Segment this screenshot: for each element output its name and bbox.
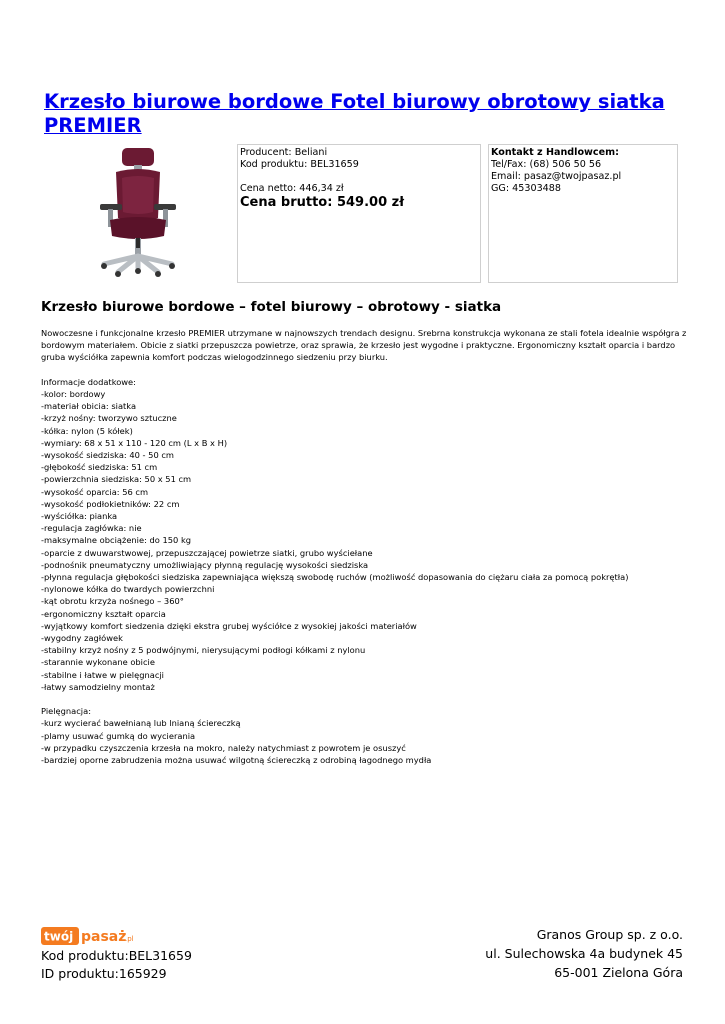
care-item: -plamy usuwać gumką do wycierania xyxy=(41,730,196,741)
footer-company: Granos Group sp. z o.o. xyxy=(536,927,683,942)
detail-item: -wysokość podłokietników: 22 cm xyxy=(41,498,180,509)
footer-product-code: Kod produktu:BEL31659 xyxy=(41,948,192,963)
detail-item: -wysokość siedziska: 40 - 50 cm xyxy=(41,450,175,461)
detail-item: -wygodny zagłówek xyxy=(41,633,123,644)
contact-box xyxy=(488,144,678,283)
svg-text:.pl: .pl xyxy=(125,935,134,943)
detail-item: -regulacja zagłówka: nie xyxy=(41,523,142,534)
care-item: -w przypadku czyszczenia krzesła na mokro, należy natychmiast z powrotem je osuszyć xyxy=(41,742,406,753)
detail-item: -wymiary: 68 x 51 x 110 - 120 cm (L x B x H) xyxy=(41,437,228,448)
detail-item: -stabilny krzyż nośny z 5 podwójnymi, nierysującymi podłogi kółkami z nylonu xyxy=(41,645,366,656)
product-info-box xyxy=(237,144,481,283)
footer-address: ul. Sulechowska 4a budynek 45 xyxy=(485,946,683,961)
detail-item: -stabilne i łatwe w pielęgnacji xyxy=(41,669,164,680)
detail-item: -nylonowe kółka do twardych powierzchni xyxy=(41,584,215,595)
detail-item: -starannie wykonane obicie xyxy=(41,657,155,668)
gross-price-text: Cena brutto: 549.00 zł xyxy=(240,195,405,210)
detail-item: -kąt obrotu krzyża nośnego – 360° xyxy=(41,596,184,607)
detail-item: -głębokość siedziska: 51 cm xyxy=(41,462,158,473)
care-list xyxy=(41,717,691,766)
product-title-link[interactable]: Krzesło biurowe bordowe Fotel biurowy obrotowy siatka PREMIER xyxy=(44,90,665,137)
detail-item: -kolor: bordowy xyxy=(41,389,106,399)
contact-heading: Kontakt z Handlowcem: xyxy=(491,147,619,158)
detail-item: -wyjątkowy komfort siedzenia dzięki ekstra grubej wyściółce z wysokiej jakości materiałów xyxy=(41,620,417,631)
detail-item: -oparcie z dwuwarstwowej, przepuszczającej powietrze siatki, grubo wyściełane xyxy=(41,547,373,558)
detail-item: -maksymalne obciążenie: do 150 kg xyxy=(41,535,192,546)
product-chair-image xyxy=(92,146,182,278)
producer-text: Producent: Beliani xyxy=(240,147,328,158)
footer-company-address xyxy=(485,925,683,982)
contact-gg: GG: 45303488 xyxy=(491,183,561,194)
description-intro: Nowoczesne i funkcjonalne krzesło PREMIER utrzymane w najnowszych trendach designu. Srebrna konstrukcja wykonana ze stali fotela idealnie współgra z bordowym materiałem. Obicie z siatki przepuszcza powietrze, oraz sprawia, że krzesło jest wygodne i praktyczne. Ergonomiczny kształt oparcia i bardzo gruba wyściółka zapewnia komfort podczas wielogodzinnego siedzeniu przy biurku. xyxy=(41,328,687,363)
svg-text:pasaż: pasaż xyxy=(81,929,127,945)
product-description xyxy=(41,327,691,766)
detail-item: -materiał obicia: siatka xyxy=(41,401,137,412)
description-heading: Krzesło biurowe bordowe – fotel biurowy – obrotowy - siatka xyxy=(41,299,502,315)
contact-email[interactable]: Email: pasaz@twojpasaz.pl xyxy=(491,171,622,182)
svg-text:twój: twój xyxy=(44,929,74,944)
footer-product-id: ID produktu:165929 xyxy=(41,966,167,981)
detail-item: -łatwy samodzielny montaż xyxy=(41,681,155,692)
footer-city: 65-001 Zielona Góra xyxy=(554,965,683,980)
detail-item: -ergonomiczny kształt oparcia xyxy=(41,608,166,619)
detail-item: -wyściółka: pianka xyxy=(41,511,118,522)
footer-product-ids xyxy=(41,947,192,983)
detail-item: -płynna regulacja głębokości siedziska zapewniająca większą swobodę ruchów (możliwość dopasowania do ciężaru ciała za pomocą pokrętła) xyxy=(41,572,629,583)
detail-item: -krzyż nośny: tworzywo sztuczne xyxy=(41,413,177,424)
detail-item: -kółka: nylon (5 kółek) xyxy=(41,425,133,436)
care-heading: Pielęgnacja: xyxy=(41,706,91,717)
detail-item: -podnośnik pneumatyczny umożliwiający płynną regulację wysokości siedziska xyxy=(41,559,369,570)
net-price-text: Cena netto: 446,34 zł xyxy=(240,183,344,194)
product-code-text: Kod produktu: BEL31659 xyxy=(240,159,359,170)
care-item: -kurz wycierać bawełnianą lub lnianą ściereczką xyxy=(41,718,241,729)
contact-phone: Tel/Fax: (68) 506 50 56 xyxy=(491,159,602,170)
detail-item: -powierzchnia siedziska: 50 x 51 cm xyxy=(41,474,192,485)
details-list xyxy=(41,388,691,693)
detail-item: -wysokość oparcia: 56 cm xyxy=(41,486,149,497)
details-heading: Informacje dodatkowe: xyxy=(41,376,136,387)
twojpasaz-logo xyxy=(41,925,151,947)
care-item: -bardziej oporne zabrudzenia można usuwać wilgotną ściereczką z odrobiną łagodnego mydła xyxy=(41,755,432,766)
